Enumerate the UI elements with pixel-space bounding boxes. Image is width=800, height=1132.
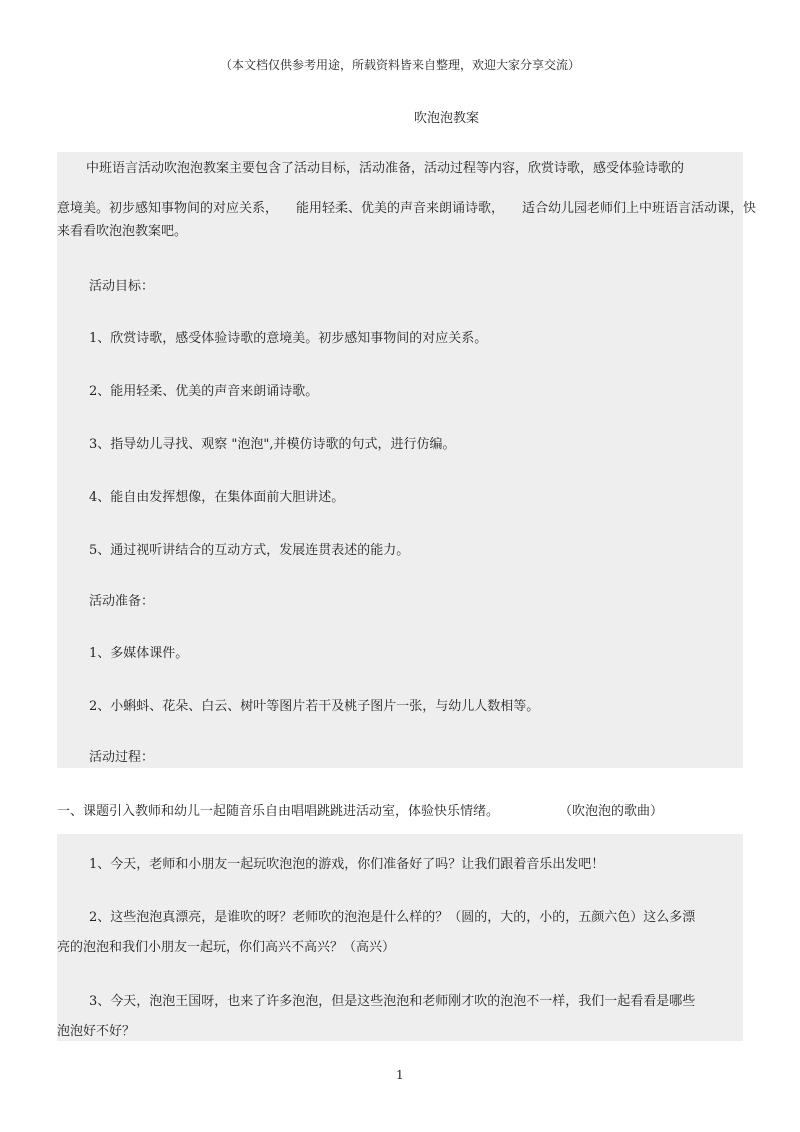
goal-item: 1、欣赏诗歌，感受体验诗歌的意境美。初步感知事物间的对应关系。 (89, 331, 488, 346)
process-item-2-line-2: 亮的泡泡和我们小朋友一起玩，你们高兴不高兴？（高兴） (57, 940, 396, 955)
intro-line-1: 中班语言活动吹泡泡教案主要包含了活动目标，活动准备，活动过程等内容，欣赏诗歌，感受体验诗歌的 (86, 161, 685, 176)
process-step-1-text: 一、课题引入教师和幼儿一起随音乐自由唱唱跳跳进活动室，体验快乐情绪。 (57, 804, 500, 819)
goals-heading: 活动目标： (89, 279, 155, 294)
goal-item: 5、通过视听讲结合的互动方式，发展连贯表述的能力。 (89, 543, 410, 558)
process-item-3-line-1: 3、今天，泡泡王国呀，也来了许多泡泡，但是这些泡泡和老师刚才吹的泡泡不一样，我们一起看看是哪些 (89, 994, 696, 1009)
process-step-1 (57, 800, 663, 819)
intro-line-2a: 意境美。初步感知事物间的对应关系， (57, 201, 279, 216)
intro-line-2c: 适合幼儿园老师们上中班语言活动课，快 (522, 201, 757, 216)
document-title: 吹泡泡教案 (414, 111, 480, 126)
process-item-1: 1、今天，老师和小朋友一起玩吹泡泡的游戏，你们准备好了吗？让我们跟着音乐出发吧！ (89, 857, 605, 872)
goal-item: 2、能用轻柔、优美的声音来朗诵诗歌。 (89, 384, 319, 399)
process-heading: 活动过程： (89, 750, 155, 765)
intro-line-2b: 能用轻柔、优美的声音来朗诵诗歌， (296, 201, 505, 216)
prep-item: 2、小蝌蚪、花朵、白云、树叶等图片若干及桃子图片一张，与幼儿人数相等。 (89, 699, 540, 714)
goal-item: 3、指导幼儿寻找、观察 "泡泡",并模仿诗歌的句式，进行仿编。 (89, 437, 456, 452)
process-item-3-line-2: 泡泡好不好？ (57, 1024, 136, 1039)
process-item-2-line-1: 2、这些泡泡真漂亮，是谁吹的呀？老师吹的泡泡是什么样的？（圆的，大的，小的，五颜六色）这么多漂 (89, 910, 696, 925)
page-number: 1 (396, 1068, 404, 1082)
process-step-1-note: （吹泡泡的歌曲） (559, 804, 664, 819)
intro-line-3: 来看看吹泡泡教案吧。 (57, 224, 188, 239)
intro-line-2 (57, 197, 756, 216)
intro-shaded-block (57, 152, 743, 768)
prep-heading: 活动准备： (89, 594, 155, 609)
prep-item: 1、多媒体课件。 (89, 646, 189, 661)
goal-item: 4、能自由发挥想像，在集体面前大胆讲述。 (89, 490, 345, 505)
disclaimer: （本文档仅供参考用途，所载资料皆来自整理，欢迎大家分享交流） (220, 58, 581, 72)
